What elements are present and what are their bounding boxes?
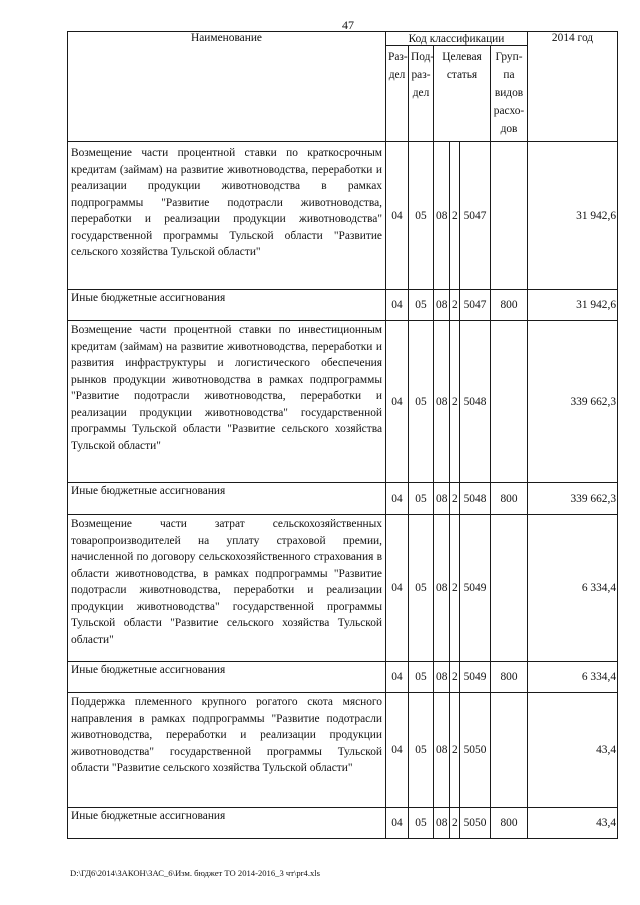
header-name: Наименование <box>68 32 386 142</box>
row-cs3: 5047 <box>460 142 491 290</box>
table-row <box>68 142 618 290</box>
table-row <box>68 662 618 693</box>
row-vid <box>491 142 528 290</box>
row-amount: 339 662,3 <box>528 483 618 515</box>
row-amount: 6 334,4 <box>528 662 618 693</box>
row-cs1: 08 <box>434 515 450 662</box>
header-section: Раз-дел <box>386 46 409 142</box>
header-year: 2014 год <box>528 32 618 142</box>
file-path-footer: D:\ГД6\2014\ЗАКОН\ЗАС_6\Изм. бюджет ТО 2014-2016_3 чт\pr4.xls <box>70 868 320 878</box>
row-razdel: 04 <box>386 142 409 290</box>
row-cs2: 2 <box>450 483 460 515</box>
row-razdel: 04 <box>386 290 409 321</box>
row-name: Иные бюджетные ассигнования <box>68 483 386 515</box>
row-razdel: 04 <box>386 515 409 662</box>
row-vid: 800 <box>491 290 528 321</box>
row-vid <box>491 515 528 662</box>
row-cs1: 08 <box>434 321 450 483</box>
row-cs2: 2 <box>450 515 460 662</box>
row-podrazdel: 05 <box>409 515 434 662</box>
row-cs1: 08 <box>434 483 450 515</box>
header-target-article: Целевая статья <box>434 46 491 142</box>
row-cs3: 5049 <box>460 662 491 693</box>
header-classification: Код классификации <box>386 32 528 46</box>
row-podrazdel: 05 <box>409 662 434 693</box>
row-vid: 800 <box>491 483 528 515</box>
row-amount: 43,4 <box>528 693 618 808</box>
row-cs1: 08 <box>434 662 450 693</box>
table-row <box>68 321 618 483</box>
row-cs3: 5048 <box>460 483 491 515</box>
row-vid: 800 <box>491 662 528 693</box>
row-cs3: 5050 <box>460 693 491 808</box>
row-name: Иные бюджетные ассигнования <box>68 808 386 839</box>
row-podrazdel: 05 <box>409 142 434 290</box>
row-amount: 31 942,6 <box>528 142 618 290</box>
header-subsection: Под-раз-дел <box>409 46 434 142</box>
row-razdel: 04 <box>386 321 409 483</box>
row-vid: 800 <box>491 808 528 839</box>
row-name: Иные бюджетные ассигнования <box>68 290 386 321</box>
row-amount: 6 334,4 <box>528 515 618 662</box>
row-name: Возмещение части процентной ставки по инвестиционным кредитам (займам) на развитие животноводства, переработки и развития инфраструктуры и логистического обеспечения рынков продукции животноводства в рамках подпрограммы "Развитие подотрасли животноводства, переработки и реализации продукции животноводства" государственной программы Тульской области "Развитие сельского хозяйства Тульской области" <box>68 321 386 483</box>
table-row <box>68 515 618 662</box>
row-cs1: 08 <box>434 290 450 321</box>
row-cs1: 08 <box>434 808 450 839</box>
row-podrazdel: 05 <box>409 808 434 839</box>
header-expense-group: Груп-па видов расхо-дов <box>491 46 528 142</box>
row-cs2: 2 <box>450 662 460 693</box>
row-cs2: 2 <box>450 808 460 839</box>
row-name: Поддержка племенного крупного рогатого скота мясного направления в рамках подпрограммы "Развитие подотрасли животноводства, переработки и реализации продукции животноводства" государственной программы Тульской области "Развитие сельского хозяйства Тульской области" <box>68 693 386 808</box>
row-cs1: 08 <box>434 693 450 808</box>
table-row <box>68 808 618 839</box>
row-podrazdel: 05 <box>409 693 434 808</box>
row-amount: 43,4 <box>528 808 618 839</box>
row-podrazdel: 05 <box>409 290 434 321</box>
row-amount: 31 942,6 <box>528 290 618 321</box>
row-cs3: 5047 <box>460 290 491 321</box>
row-cs2: 2 <box>450 290 460 321</box>
row-name: Возмещение части затрат сельскохозяйственных товаропроизводителей на уплату страховой премии, начисленной по договору сельскохозяйственного страхования в области животноводства, в рамках подпрограммы "Развитие подотрасли животноводства, переработки и реализации продукции животноводства" государственной программы Тульской области "Развитие сельского хозяйства Тульской области" <box>68 515 386 662</box>
row-razdel: 04 <box>386 693 409 808</box>
table-row <box>68 290 618 321</box>
row-razdel: 04 <box>386 483 409 515</box>
row-razdel: 04 <box>386 662 409 693</box>
page-number: 47 <box>342 18 354 32</box>
row-amount: 339 662,3 <box>528 321 618 483</box>
row-cs2: 2 <box>450 693 460 808</box>
row-vid <box>491 693 528 808</box>
row-vid <box>491 321 528 483</box>
table-row <box>68 693 618 808</box>
row-name: Возмещение части процентной ставки по краткосрочным кредитам (займам) на развитие животноводства, переработки и реализации продукции животноводства в рамках подпрограммы "Развитие подотрасли животноводства, переработки и реализации продукции животноводства" государственной программы Тульской области "Развитие сельского хозяйства Тульской области" <box>68 142 386 290</box>
row-name: Иные бюджетные ассигнования <box>68 662 386 693</box>
header-row-top <box>68 32 618 46</box>
row-cs3: 5048 <box>460 321 491 483</box>
row-podrazdel: 05 <box>409 483 434 515</box>
budget-table <box>67 31 618 839</box>
row-cs3: 5050 <box>460 808 491 839</box>
row-cs3: 5049 <box>460 515 491 662</box>
table-row <box>68 483 618 515</box>
row-cs2: 2 <box>450 321 460 483</box>
row-podrazdel: 05 <box>409 321 434 483</box>
row-cs2: 2 <box>450 142 460 290</box>
row-razdel: 04 <box>386 808 409 839</box>
row-cs1: 08 <box>434 142 450 290</box>
